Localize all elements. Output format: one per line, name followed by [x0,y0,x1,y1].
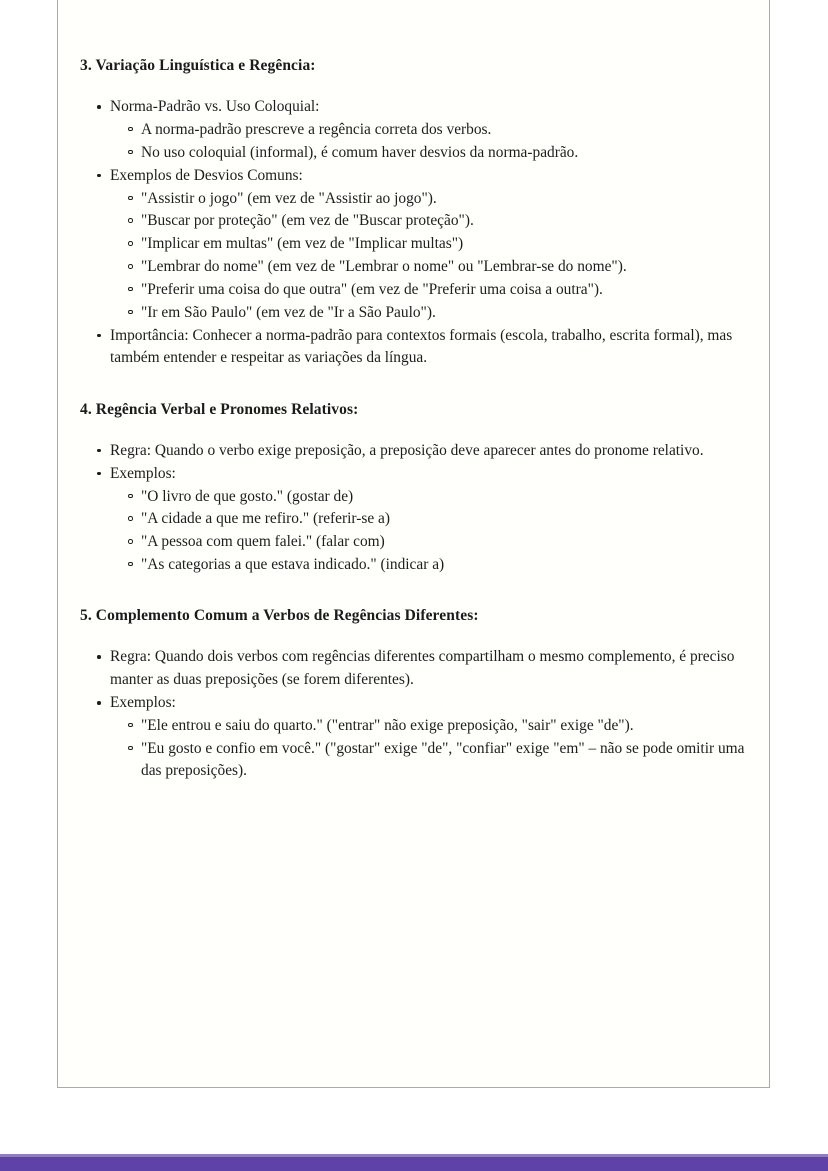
document-content [80,56,746,784]
bottom-accent-bar-highlight [0,1154,828,1157]
list-item-label: Exemplos: [110,694,176,712]
spacer [80,371,746,400]
list-item [80,96,746,164]
list-item-label: "Lembrar do nome" (em vez de "Lembrar o nome" ou "Lembrar-se do nome"). [141,257,627,275]
list-item-label: Regra: Quando dois verbos com regências diferentes compartilham o mesmo complemento, é preciso manter as duas preposições (se forem diferentes). [110,648,735,688]
spacer [80,577,746,606]
bullet-list-level-2 [110,715,746,783]
circle-bullet-icon [128,218,133,223]
bullet-list-level-2 [110,486,746,577]
list-item-label: "A cidade a que me refiro." (referir-se a) [141,510,390,528]
list-item-label: A norma-padrão prescreve a regência correta dos verbos. [141,120,492,138]
circle-bullet-icon [128,310,133,315]
list-item-label: Exemplos de Desvios Comuns: [110,166,303,184]
section-4 [80,400,746,577]
circle-bullet-icon [128,127,133,132]
list-item [80,692,746,783]
list-item [110,486,746,509]
bullet-list-level-2 [110,119,746,165]
list-item-label: "Preferir uma coisa do que outra" (em vez de "Preferir uma coisa a outra"). [141,280,603,298]
circle-bullet-icon [128,264,133,269]
list-item [110,188,746,211]
list-item-label: "Buscar por proteção" (em vez de "Buscar proteção"). [141,212,474,230]
list-item-label: "Implicar em multas" (em vez de "Implicar multas") [141,235,464,253]
disc-bullet-icon [97,655,101,659]
list-item [80,440,746,463]
circle-bullet-icon [128,516,133,521]
bullet-list-level-2 [110,188,746,325]
spacer [80,626,746,646]
bullet-list-level-1 [80,440,746,577]
list-item [110,210,746,233]
list-item [80,325,746,370]
list-item-label: Importância: Conhecer a norma-padrão para contextos formais (escola, trabalho, escrita formal), mas também entender e respeitar as variações da língua. [110,326,733,367]
list-item [110,256,746,279]
list-item [80,646,746,691]
list-item-label: "As categorias a que estava indicado." (indicar a) [141,555,445,573]
circle-bullet-icon [128,723,133,728]
list-item-label: "Ele entrou e saiu do quarto." ("entrar" não exige preposição, "sair" exige "de"). [141,716,634,734]
spacer [80,420,746,440]
section-3 [80,56,746,370]
disc-bullet-icon [97,701,101,705]
circle-bullet-icon [128,746,133,751]
list-item-label: "A pessoa com quem falei." (falar com) [141,533,385,551]
circle-bullet-icon [128,241,133,246]
disc-bullet-icon [97,334,101,338]
list-item [110,302,746,325]
bottom-accent-bar [0,1154,828,1171]
disc-bullet-icon [97,449,101,453]
section-heading: 3. Variação Linguística e Regência: [80,57,316,74]
circle-bullet-icon [128,562,133,567]
list-item [110,508,746,531]
document-page [57,0,770,1088]
list-item-label: Norma-Padrão vs. Uso Coloquial: [110,98,320,116]
section-heading: 5. Complemento Comum a Verbos de Regências Diferentes: [80,607,479,625]
list-item [110,738,746,784]
list-item [110,715,746,738]
disc-bullet-icon [97,174,101,178]
list-item-label: Exemplos: [110,464,176,482]
list-item-label: "Assistir o jogo" (em vez de "Assistir ao jogo"). [141,189,437,207]
list-item-label: "Ir em São Paulo" (em vez de "Ir a São Paulo"). [141,303,436,321]
list-item [110,554,746,577]
circle-bullet-icon [128,150,133,155]
list-item [110,142,746,165]
circle-bullet-icon [128,494,133,499]
bullet-list-level-1 [80,646,746,783]
list-item [110,119,746,142]
list-item [80,165,746,324]
circle-bullet-icon [128,196,133,201]
circle-bullet-icon [128,287,133,292]
list-item [80,463,746,577]
spacer [80,76,746,96]
list-item [110,233,746,256]
section-5 [80,606,746,783]
list-item-label: Regra: Quando o verbo exige preposição, a preposição deve aparecer antes do pronome relativo. [110,441,704,459]
list-item-label: No uso coloquial (informal), é comum haver desvios da norma-padrão. [141,143,579,161]
bullet-list-level-1 [80,96,746,370]
section-heading: 4. Regência Verbal e Pronomes Relativos: [80,400,359,418]
disc-bullet-icon [97,105,101,109]
circle-bullet-icon [128,539,133,544]
list-item [110,279,746,302]
disc-bullet-icon [97,472,101,476]
list-item [110,531,746,554]
list-item-label: "Eu gosto e confio em você." ("gostar" exige "de", "confiar" exige "em" – não se pode omitir uma das preposições). [141,739,745,780]
list-item-label: "O livro de que gosto." (gostar de) [141,487,354,505]
